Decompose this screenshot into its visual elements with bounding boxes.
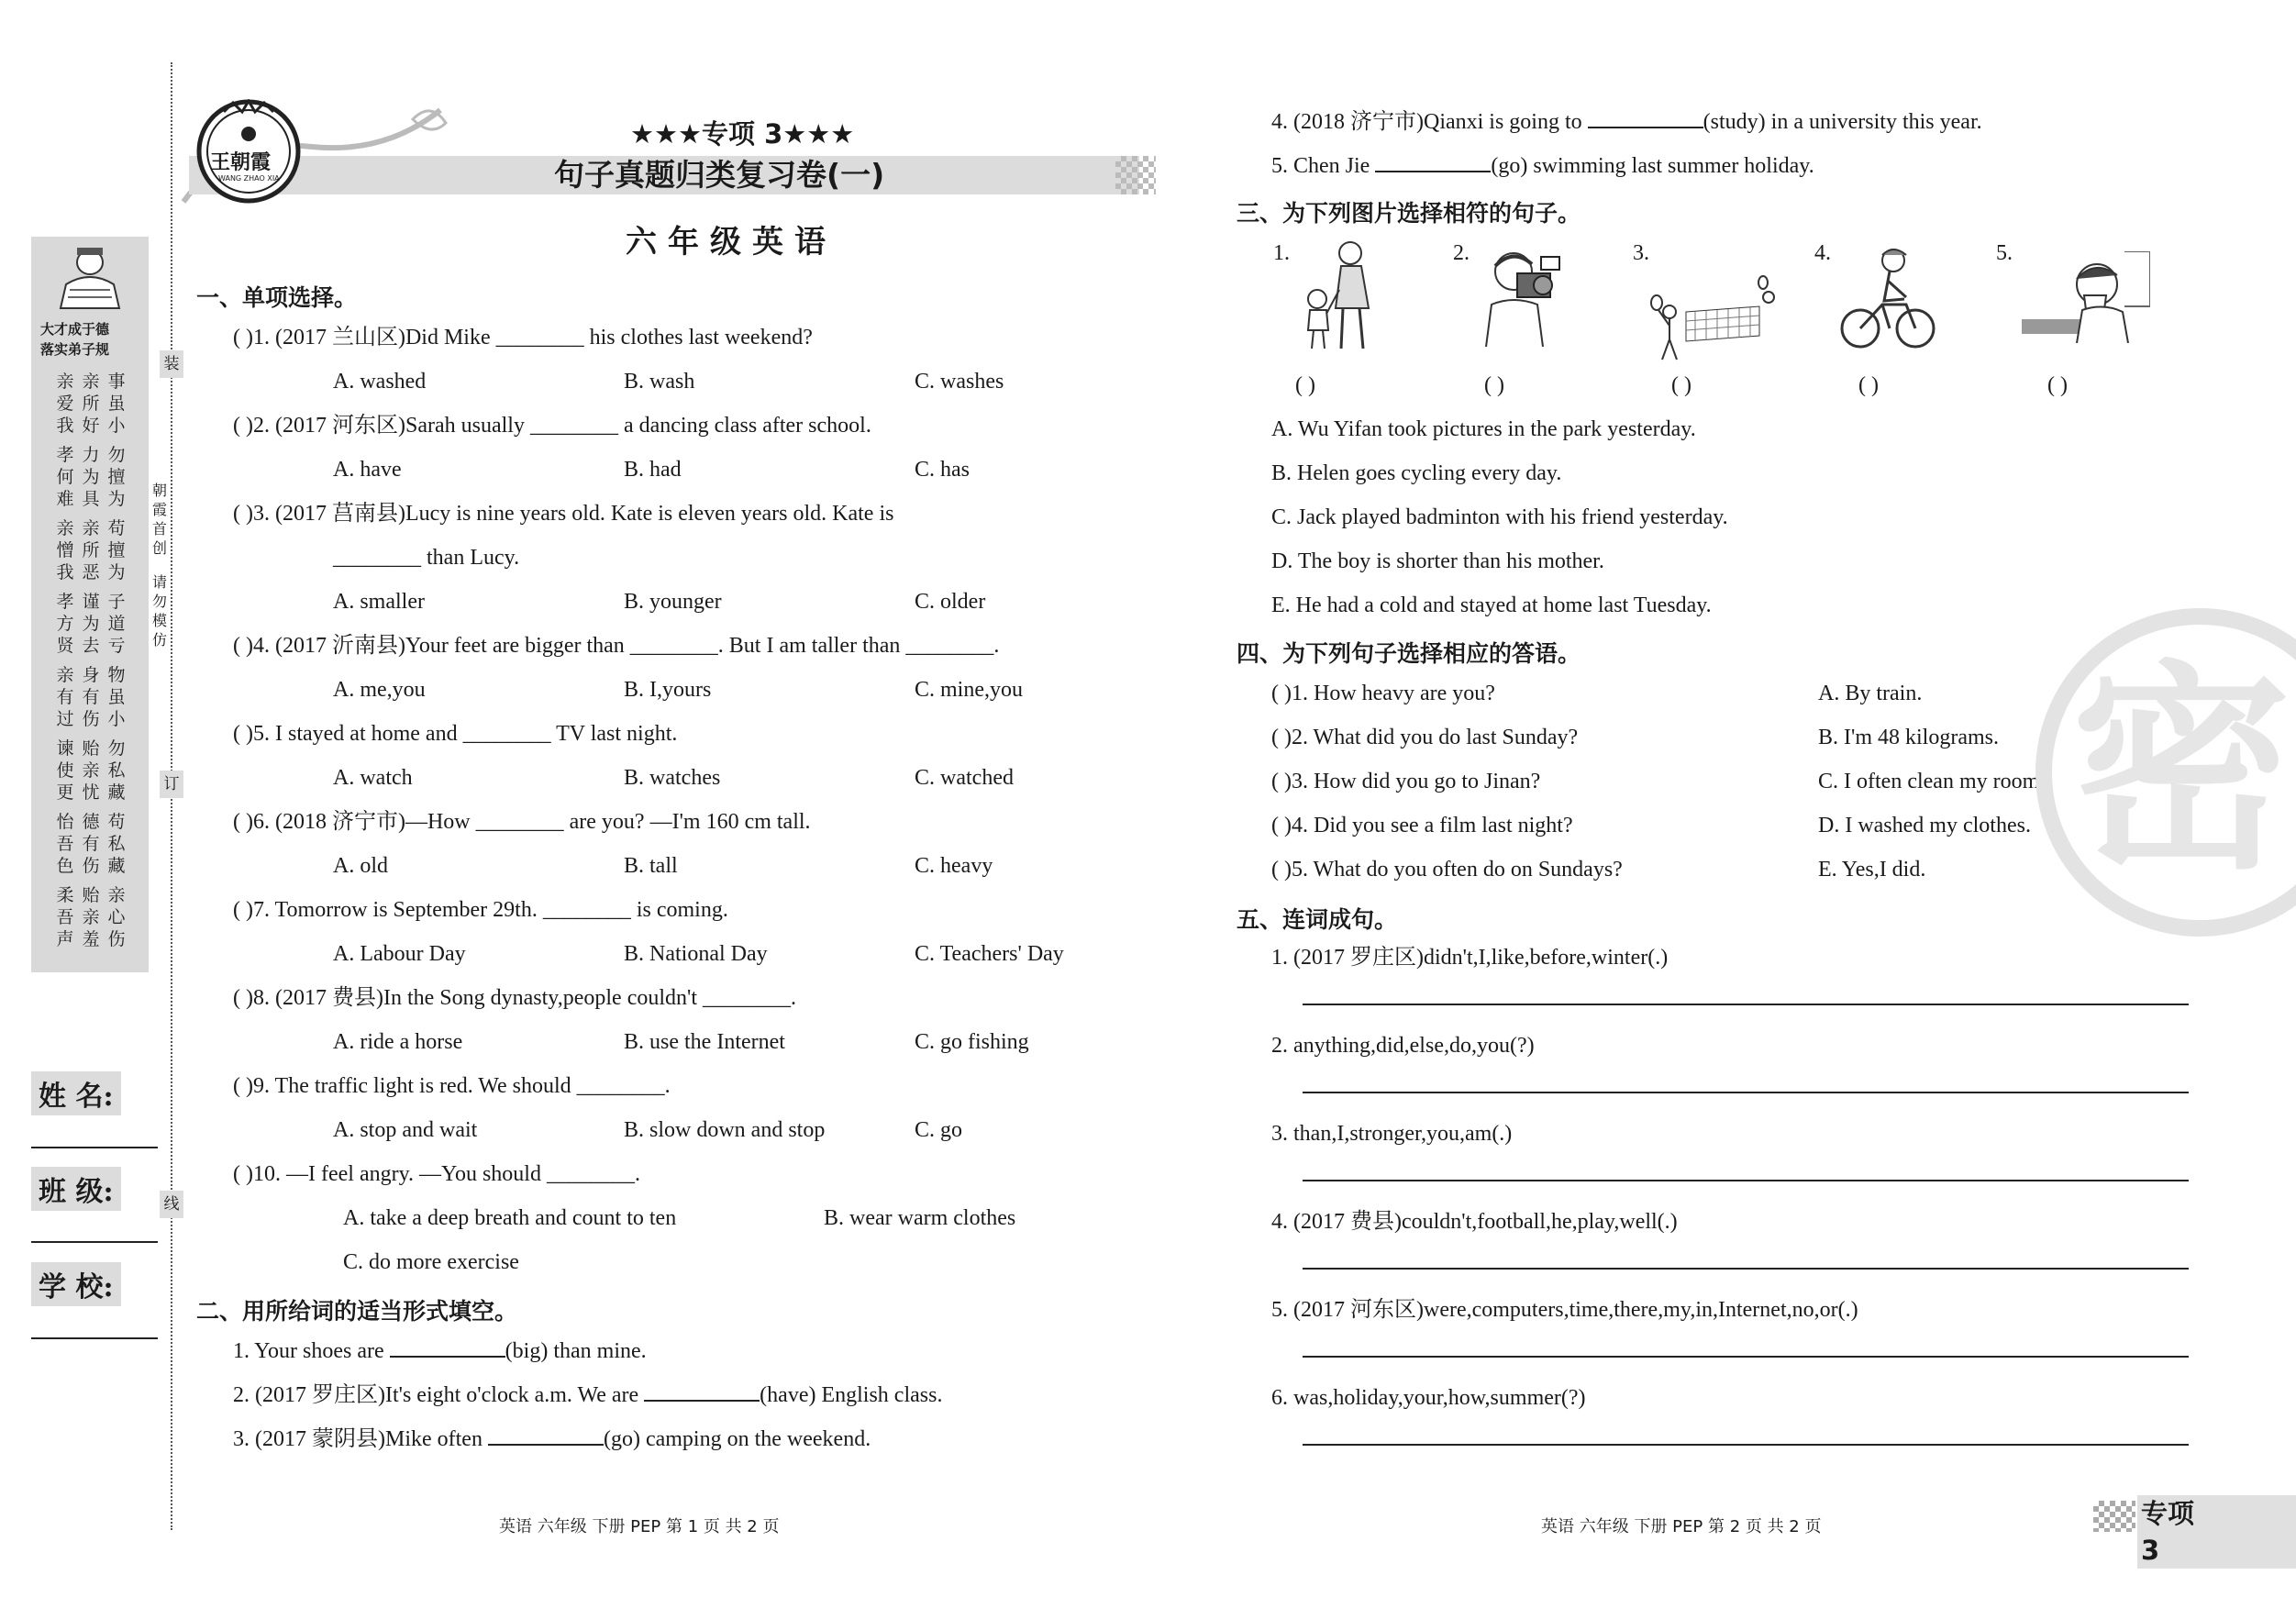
camera-man-picture [1477,246,1569,347]
sentence-prompt: 3. than,I,stronger,you,am(.) [1271,1122,1513,1146]
option-c[interactable]: C. older [915,590,986,614]
option-b[interactable]: B. National Day [624,942,768,966]
match-answer: B. I'm 48 kilograms. [1818,726,1999,749]
sidebar-verse: 孝方贤 [56,592,74,656]
option-b[interactable]: B. wear warm clothes [824,1206,1016,1230]
item-text: 4. (2018 济宁市)Qianxi is going to [1271,110,1582,134]
picture-answer-bracket[interactable]: ( ) [1671,373,1691,397]
item-text: 5. Chen Jie [1271,154,1370,178]
section3-heading: 三、为下列图片选择相符的句子。 [1237,200,1581,227]
option-b[interactable]: B. use the Internet [624,1030,785,1054]
sidebar-verse: 力为具 [82,445,100,509]
answer-blank[interactable] [1375,152,1491,172]
item-text: 2. (2017 罗庄区)It's eight o'clock a.m. We are [233,1383,639,1407]
option-c[interactable]: C. do more exercise [343,1250,519,1274]
option-b[interactable]: B. slow down and stop [624,1118,826,1142]
option-b[interactable]: B. tall [624,854,678,878]
footer-badge: 专项 3 [2137,1495,2296,1569]
item-text: 3. (2017 蒙阴县)Mike often [233,1427,482,1451]
question-stem: ( )1. (2017 兰山区)Did Mike ________ his clothes last weekend? [233,326,813,349]
question-stem: ( )10. —I feel angry. —You should ________. [233,1162,640,1186]
question-stem: ( )5. I stayed at home and ________ TV last night. [233,722,678,746]
sidebar-motto-2: 落实弟子规 [40,341,110,358]
option-c[interactable]: C. Teachers' Day [915,942,1064,966]
item-hint: (big) than mine. [505,1339,647,1363]
sidebar-verse: 苟擅为 [107,518,126,582]
option-b[interactable]: B. watches [624,766,721,790]
option-a[interactable]: A. ride a horse [333,1030,463,1054]
fill-blank-item [1271,108,1982,136]
girl-cycling-picture [1840,244,1936,352]
sidebar-verse: 物虽小 [107,665,126,729]
match-answer: E. Yes,I did. [1818,858,1926,882]
section2-heading: 二、用所给词的适当形式填空。 [196,1298,518,1325]
badminton-players-picture [1649,275,1778,362]
option-c[interactable]: C. washes [915,370,1004,394]
class-line[interactable] [31,1241,158,1243]
sidebar-figure-icon [48,244,132,317]
option-a[interactable]: A. Labour Day [333,942,466,966]
logo-subtext: WANG ZHAO XIA [218,174,280,183]
sidebar-verse: 谏使更 [56,738,74,803]
banner-pattern [1115,156,1156,194]
option-a[interactable]: A. have [333,458,402,482]
option-a[interactable]: A. take a deep breath and count to ten [343,1206,677,1230]
binding-tab-bottom: 线 [160,1191,183,1218]
sidebar-verse: 怡吾色 [56,812,74,876]
answer-line[interactable] [1303,1004,2189,1005]
sidebar-verse: 亲心伤 [107,885,126,949]
option-b[interactable]: B. had [624,458,682,482]
school-label: 学 校: [31,1262,121,1306]
answer-blank[interactable] [1588,108,1703,128]
sidebar-verse: 亲有过 [56,665,74,729]
fill-blank-item [233,1381,942,1409]
name-label: 姓 名: [31,1071,121,1115]
sidebar-verse: 苟私藏 [107,812,126,876]
option-a[interactable]: A. me,you [333,678,426,702]
option-a[interactable]: A. smaller [333,590,425,614]
sidebar-verse: 亲憎我 [56,518,74,582]
option-a[interactable]: A. old [333,854,388,878]
picture-answer-bracket[interactable]: ( ) [2047,373,2068,397]
picture-number: 2. [1453,241,1470,265]
exam-title: 句子真题归类复习卷(一) [554,157,885,193]
mother-and-boy-picture [1297,235,1380,354]
option-b[interactable]: B. I,yours [624,678,712,702]
class-label: 班 级: [31,1167,121,1211]
match-answer: D. I washed my clothes. [1818,814,2031,837]
picture-number: 3. [1633,241,1649,265]
answer-blank[interactable] [488,1425,604,1446]
sidebar-verse: 勿私藏 [107,738,126,803]
footer-badge-pattern [2093,1501,2135,1532]
picture-sentence: D. The boy is shorter than his mother. [1271,549,1604,573]
fill-blank-item [233,1425,871,1453]
option-a[interactable]: A. watch [333,766,413,790]
answer-line[interactable] [1303,1356,2189,1358]
logo-text: 王朝霞 [210,151,272,174]
picture-sentence: A. Wu Yifan took pictures in the park yesterday. [1271,417,1696,441]
picture-sentence: E. He had a cold and stayed at home last Tuesday. [1271,593,1712,617]
option-c[interactable]: C. mine,you [915,678,1023,702]
binding-note-1: 朝霞首创 [151,482,167,557]
section4-heading: 四、为下列句子选择相应的答语。 [1237,640,1581,667]
footer-left: 英语 六年级 下册 PEP 第 1 页 共 2 页 [499,1517,780,1536]
question-stem: ( )6. (2018 济宁市)—How ________ are you? —I'm 160 cm tall. [233,810,811,834]
picture-number: 5. [1996,241,2013,265]
item-hint: (have) English class. [760,1383,943,1407]
item-hint: (go) swimming last summer holiday. [1491,154,1814,178]
option-a[interactable]: A. washed [333,370,427,394]
sidebar-motto-1: 大才成于德 [40,321,110,338]
question-stem: ( )2. (2017 河东区)Sarah usually ________ a dancing class after school. [233,414,871,438]
picture-sentence: B. Helen goes cycling every day. [1271,461,1562,485]
sidebar-verse: 事虽小 [107,372,126,436]
answer-line[interactable] [1303,1092,2189,1093]
sidebar-verse: 子道亏 [107,592,126,656]
fill-blank-item [233,1337,647,1365]
picture-number: 1. [1273,241,1290,265]
school-line[interactable] [31,1337,158,1339]
fill-blank-item [1271,152,1814,180]
answer-blank[interactable] [644,1381,760,1402]
option-a[interactable]: A. stop and wait [333,1118,478,1142]
picture-number: 4. [1814,241,1831,265]
match-question: ( )1. How heavy are you? [1271,682,1495,705]
sidebar-verse: 贻亲羞 [82,885,100,949]
question-stem: ( )4. (2017 沂南县)Your feet are bigger than ________. But I am taller than ________. [233,634,1000,658]
sentence-prompt: 1. (2017 罗庄区)didn't,I,like,before,winter(.) [1271,946,1669,970]
boy-with-cold-picture [2022,251,2150,343]
option-b[interactable]: B. younger [624,590,722,614]
sentence-prompt: 2. anything,did,else,do,you(?) [1271,1034,1535,1058]
binding-tab-mid: 订 [160,771,183,798]
binding-note-2: 请勿模仿 [151,573,167,649]
section5-heading: 五、连词成句。 [1237,906,1398,933]
answer-blank[interactable] [390,1337,505,1358]
sidebar-verse: 孝何难 [56,445,74,509]
item-hint: (go) camping on the weekend. [603,1427,871,1451]
item-hint: (study) in a university this year. [1703,110,1982,134]
match-question: ( )2. What did you do last Sunday? [1271,726,1579,749]
match-answer: A. By train. [1818,682,1923,705]
option-c[interactable]: C. has [915,458,970,482]
name-line[interactable] [31,1147,158,1148]
footer-right: 英语 六年级 下册 PEP 第 2 页 共 2 页 [1541,1517,1822,1536]
match-question: ( )5. What do you often do on Sundays? [1271,858,1623,882]
question-stem-continued: ________ than Lucy. [333,546,520,570]
question-stem: ( )8. (2017 费县)In the Song dynasty,people couldn't ________. [233,986,797,1010]
sidebar-verse: 身有伤 [82,665,100,729]
binding-tab-top: 装 [160,350,183,378]
question-stem: ( )7. Tomorrow is September 29th. ________ is coming. [233,898,728,922]
sidebar-verse: 贻亲忧 [82,738,100,803]
item-text: 1. Your shoes are [233,1339,384,1363]
question-stem: ( )3. (2017 莒南县)Lucy is nine years old. Kate is eleven years old. Kate is [233,502,894,526]
sentence-prompt: 4. (2017 费县)couldn't,football,he,play,well(.) [1271,1210,1678,1234]
match-question: ( )3. How did you go to Jinan? [1271,770,1541,793]
match-answer: C. I often clean my room. [1818,770,2046,793]
sidebar-verse: 亲爱我 [56,372,74,436]
sidebar-verse: 勿擅为 [107,445,126,509]
picture-answer-bracket[interactable]: ( ) [1484,373,1504,397]
question-stem: ( )9. The traffic light is red. We should ________. [233,1074,671,1098]
watermark-text: 密 [2071,642,2292,899]
match-question: ( )4. Did you see a film last night? [1271,814,1573,837]
section1-heading: 一、单项选择。 [196,284,358,311]
answer-line[interactable] [1303,1268,2189,1270]
answer-line[interactable] [1303,1444,2189,1446]
sidebar-verse: 柔吾声 [56,885,74,949]
picture-answer-bracket[interactable]: ( ) [1295,373,1315,397]
option-c[interactable]: C. heavy [915,854,993,878]
picture-sentence: C. Jack played badminton with his friend yesterday. [1271,505,1728,529]
sidebar-verse: 谨为去 [82,592,100,656]
sentence-prompt: 5. (2017 河东区)were,computers,time,there,my,in,Internet,no,or(.) [1271,1298,1858,1322]
sentence-prompt: 6. was,holiday,your,how,summer(?) [1271,1386,1586,1410]
answer-line[interactable] [1303,1180,2189,1181]
sidebar-verse: 德有伤 [82,812,100,876]
option-c[interactable]: C. go [915,1118,963,1142]
option-c[interactable]: C. watched [915,766,1014,790]
option-b[interactable]: B. wash [624,370,695,394]
grade-title: 六年级英语 [626,224,837,261]
sidebar-verse: 亲所恶 [82,518,100,582]
series-label: ★★★专项 3★★★ [630,118,855,150]
sidebar-verse: 亲所好 [82,372,100,436]
option-c[interactable]: C. go fishing [915,1030,1029,1054]
picture-answer-bracket[interactable]: ( ) [1858,373,1879,397]
